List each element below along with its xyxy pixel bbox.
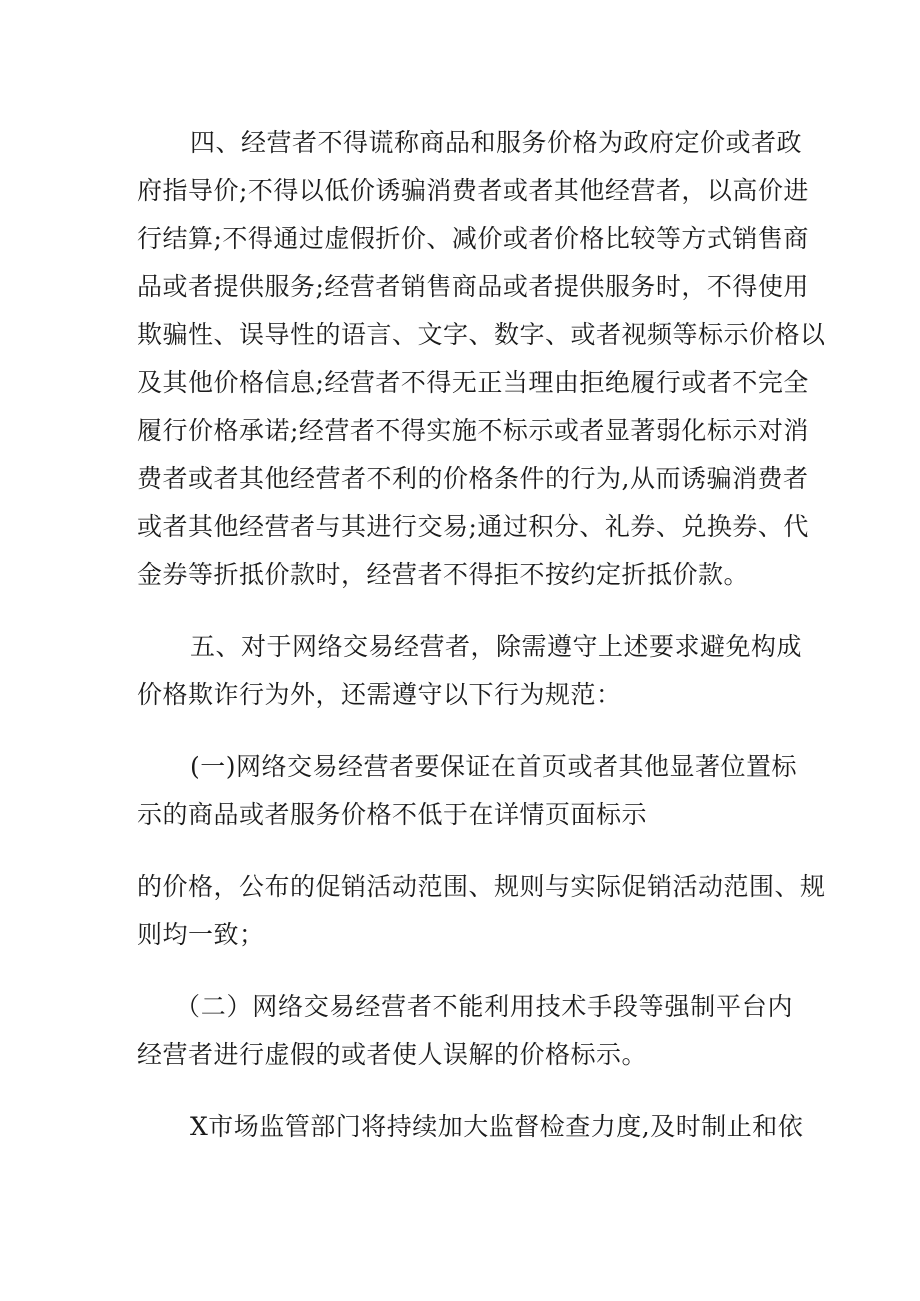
paragraph-4-line-7: 履行价格承诺;经营者不得实施不标示或者显著弱化标示对消 — [137, 416, 809, 445]
paragraph-4-line-8: 费者或者其他经营者不利的价格条件的行为,从而诱骗消费者 — [137, 464, 809, 493]
subitem-1-line-1: (一)网络交易经营者要保证在首页或者其他显著位置标 — [190, 752, 798, 781]
paragraph-4-line-4: 品或者提供服务;经营者销售商品或者提供服务时，不得使用 — [137, 272, 809, 301]
paragraph-4-line-5: 欺骗性、误导性的语言、文字、数字、或者视频等标示价格以 — [137, 320, 826, 349]
subitem-2-line-1: （二）网络交易经营者不能利用技术手段等强制平台内 — [175, 992, 793, 1021]
subitem-1-cont-line-1: 的价格，公布的促销活动范围、规则与实际促销活动范围、规 — [137, 872, 826, 901]
paragraph-4-line-10: 金券等折抵价款时，经营者不得拒不按约定折抵价款。 — [137, 560, 750, 589]
paragraph-6-line-1: X市场监管部门将持续加大监督检查力度,及时制止和依 — [190, 1112, 804, 1141]
paragraph-4-line-6: 及其他价格信息;经营者不得无正当理由拒绝履行或者不完全 — [137, 368, 809, 397]
paragraph-4-line-3: 行结算;不得通过虚假折价、减价或者价格比较等方式销售商 — [137, 224, 809, 253]
subitem-1-line-2: 示的商品或者服务价格不低于在详情页面标示 — [137, 800, 648, 829]
subitem-2-line-2: 经营者进行虚假的或者使人误解的价格标示。 — [137, 1040, 648, 1069]
paragraph-5-line-1: 五、对于网络交易经营者，除需遵守上述要求避免构成 — [190, 632, 803, 661]
subitem-1-cont-line-2: 则均一致； — [137, 920, 265, 949]
paragraph-4-line-1: 四、经营者不得谎称商品和服务价格为政府定价或者政 — [190, 128, 803, 157]
paragraph-4-line-9: 或者其他经营者与其进行交易;通过积分、礼券、兑换券、代 — [137, 512, 809, 541]
paragraph-5-line-2: 价格欺诈行为外，还需遵守以下行为规范： — [137, 680, 622, 709]
paragraph-4-line-2: 府指导价;不得以低价诱骗消费者或者其他经营者，以高价进 — [137, 176, 809, 205]
